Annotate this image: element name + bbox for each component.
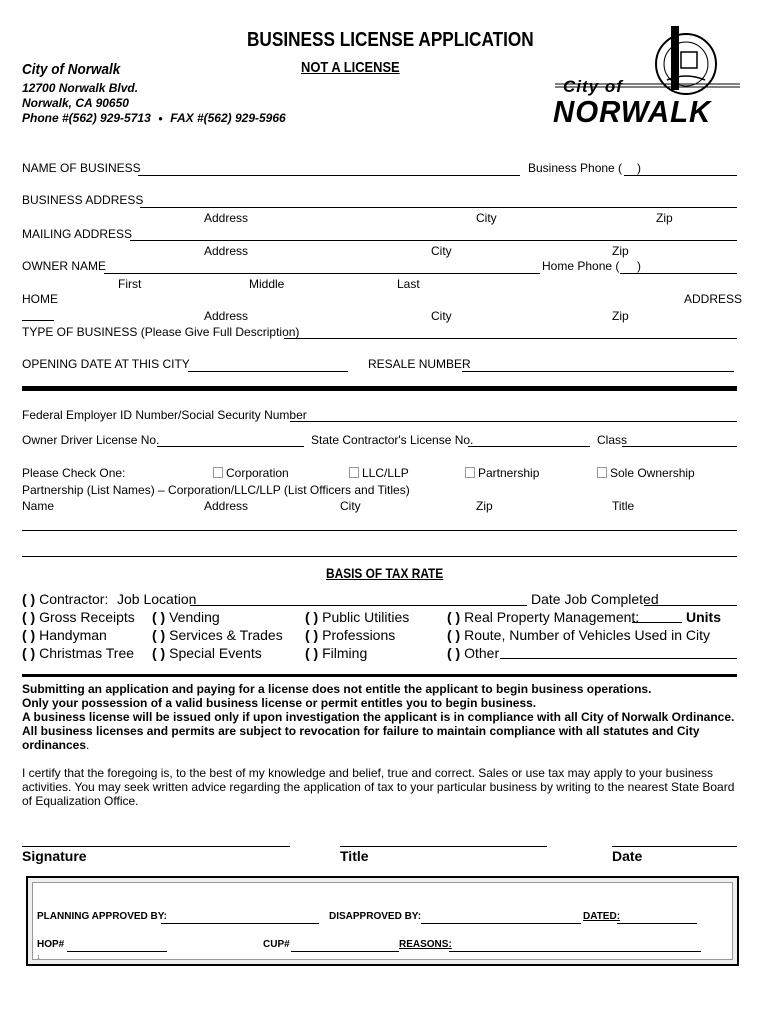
mailing-city-sublabel: City: [431, 244, 452, 258]
handyman-label: Handyman: [39, 627, 107, 643]
sole-ownership-option[interactable]: [597, 466, 695, 480]
type-of-business-label: TYPE OF BUSINESS (Please Give Full Description): [22, 325, 300, 339]
hop-label: HOP#: [37, 939, 65, 950]
reasons-label: REASONS:: [399, 939, 452, 950]
other-option[interactable]: [447, 645, 499, 661]
home-phone-field[interactable]: [620, 273, 737, 274]
notice-line-1: Submitting an application and paying for a license does not entitle the applicant to begin business operations.: [22, 682, 652, 696]
public-utilities-label: Public Utilities: [322, 609, 410, 625]
business-phone-paren: ): [637, 161, 641, 175]
route-vehicles-option[interactable]: [447, 627, 710, 643]
checkbox-icon[interactable]: [597, 467, 607, 478]
business-phone-field[interactable]: [624, 175, 737, 176]
units-label: Units: [686, 609, 721, 625]
handyman-option[interactable]: [22, 627, 107, 643]
other-label: Other: [464, 645, 500, 661]
notice-line-2: Only your possession of a valid business license or permit entitles you to begin business.: [22, 696, 537, 710]
public-utilities-option[interactable]: [305, 609, 409, 625]
choice-paren[interactable]: ( ): [22, 627, 36, 643]
officer-line-2[interactable]: [22, 556, 737, 557]
job-location-label: Job Location: [117, 591, 197, 607]
services-trades-option[interactable]: [152, 627, 283, 643]
special-events-option[interactable]: [152, 645, 262, 661]
choice-paren[interactable]: ( ): [22, 609, 36, 625]
mailing-address-sublabel: Address: [204, 244, 249, 258]
filming-label: Filming: [322, 645, 368, 661]
vending-option[interactable]: [152, 609, 220, 625]
partnership-list-label: Partnership (List Names) – Corporation/LLC/LLP (List Officers and Titles): [22, 483, 410, 497]
contractor-license-label: State Contractor's License No.: [311, 433, 474, 447]
office-use-box: [26, 876, 739, 966]
opening-date-field[interactable]: [188, 371, 348, 372]
certify-line-1: I certify that the foregoing is, to the best of my knowledge and belief, true and correct. Sales or use tax may apply to your business: [22, 766, 714, 780]
disapproved-label: DISAPPROVED BY:: [329, 911, 422, 922]
filming-option[interactable]: [305, 645, 367, 661]
home-city-sublabel: City: [431, 309, 452, 323]
federal-id-field[interactable]: [290, 421, 737, 422]
signature-label: Signature: [22, 848, 87, 864]
job-location-field[interactable]: [190, 605, 527, 606]
units-field[interactable]: [632, 622, 682, 623]
contact-line: [22, 111, 286, 125]
resale-number-label: RESALE NUMBER: [368, 357, 471, 371]
notice-line-4: All business licenses and permits are subject to revocation for failure to maintain compliance with all statutes and City: [22, 724, 700, 738]
planning-approved-label: PLANNING APPROVED BY:: [37, 911, 168, 922]
business-phone-label: Business Phone (: [528, 161, 623, 175]
hop-field[interactable]: [67, 951, 167, 952]
federal-id-label: Federal Employer ID Number/Social Security Number: [22, 408, 307, 422]
choice-paren[interactable]: ( ): [305, 627, 319, 643]
logo-city-of: City of: [563, 77, 623, 96]
choice-paren[interactable]: ( ): [305, 609, 319, 625]
driver-license-field[interactable]: [157, 446, 304, 447]
gross-receipts-label: Gross Receipts: [39, 609, 135, 625]
contractor-label: Contractor:: [39, 591, 109, 607]
home-phone-label: Home Phone (: [542, 259, 620, 273]
last-name-sublabel: Last: [397, 277, 420, 291]
title-field[interactable]: [340, 846, 547, 847]
notice-line-3: A business license will be issued only if upon investigation the applicant is in compliance with all City of Norwalk Ordinance.: [22, 710, 735, 724]
choice-paren[interactable]: ( ): [152, 609, 166, 625]
home-address-field[interactable]: [22, 320, 54, 321]
date-job-completed-label: Date Job Completed: [531, 591, 659, 607]
real-property-option[interactable]: [447, 609, 639, 625]
not-a-license-label: NOT A LICENSE: [301, 59, 400, 76]
first-name-sublabel: First: [118, 277, 142, 291]
date-job-completed-field[interactable]: [644, 605, 737, 606]
title-label: Title: [340, 848, 369, 864]
home-address-sublabel: Address: [204, 309, 249, 323]
class-label: Class: [597, 433, 628, 447]
signature-field[interactable]: [22, 846, 290, 847]
special-events-label: Special Events: [169, 645, 262, 661]
contractor-option[interactable]: [22, 591, 108, 607]
zip-column-label: Zip: [476, 499, 493, 513]
address-line2: Norwalk, CA 90650: [22, 96, 129, 110]
fax-number: FAX #(562) 929-5966: [170, 111, 286, 125]
contractor-license-field[interactable]: [468, 446, 590, 447]
professions-label: Professions: [322, 627, 396, 643]
bullet-icon: ●: [158, 114, 163, 123]
city-logo: [555, 24, 740, 128]
dated-label: DATED:: [583, 911, 621, 922]
real-property-label: Real Property Management:: [464, 609, 640, 625]
date-field[interactable]: [612, 846, 737, 847]
home-label: HOME: [22, 292, 58, 306]
cup-field[interactable]: [291, 951, 399, 952]
business-address-label: BUSINESS ADDRESS: [22, 193, 144, 207]
business-zip-sublabel: Zip: [656, 211, 673, 225]
sole-ownership-label: Sole Ownership: [610, 466, 695, 480]
certify-line-3: of Equalization Office.: [22, 794, 139, 808]
choice-paren[interactable]: ( ): [152, 627, 166, 643]
address-column-label: Address: [204, 499, 249, 513]
title-column-label: Title: [612, 499, 635, 513]
opening-date-label: OPENING DATE AT THIS CITY: [22, 357, 190, 371]
home-zip-sublabel: Zip: [612, 309, 629, 323]
footnote-mark: 1: [37, 955, 40, 961]
mailing-address-label: MAILING ADDRESS: [22, 227, 133, 241]
checkbox-icon[interactable]: [349, 467, 359, 478]
planning-approved-field[interactable]: [161, 923, 319, 924]
partnership-option[interactable]: [465, 466, 539, 480]
services-trades-label: Services & Trades: [169, 627, 283, 643]
reasons-field[interactable]: [449, 951, 701, 952]
notice-line-5-period: .: [86, 738, 90, 752]
mailing-zip-sublabel: Zip: [612, 244, 629, 258]
logo-norwalk: NORWALK: [553, 94, 712, 129]
name-of-business-label: NAME OF BUSINESS: [22, 161, 141, 175]
city-column-label: City: [340, 499, 361, 513]
officer-line-1[interactable]: [22, 530, 737, 531]
partnership-label: Partnership: [478, 466, 540, 480]
business-city-sublabel: City: [476, 211, 497, 225]
form-title: BUSINESS LICENSE APPLICATION: [247, 29, 534, 51]
notice-line-5-text: ordinances: [22, 738, 87, 752]
owner-name-field[interactable]: [104, 273, 540, 274]
corporation-label: Corporation: [226, 466, 289, 480]
address-caps-label: ADDRESS: [684, 292, 743, 306]
please-check-label: Please Check One:: [22, 466, 126, 480]
route-vehicles-label: Route, Number of Vehicles Used in City: [464, 627, 710, 643]
address-line1: 12700 Norwalk Blvd.: [22, 81, 139, 95]
llc-option[interactable]: [349, 466, 409, 480]
llc-label: LLC/LLP: [362, 466, 409, 480]
christmas-tree-label: Christmas Tree: [39, 645, 135, 661]
name-of-business-field[interactable]: [138, 175, 520, 176]
owner-name-label: OWNER NAME: [22, 259, 106, 273]
name-column-label: Name: [22, 499, 55, 513]
section-divider: [22, 386, 737, 391]
choice-paren[interactable]: ( ): [22, 645, 36, 661]
driver-license-label: Owner Driver License No.: [22, 433, 160, 447]
other-field[interactable]: [500, 658, 737, 659]
vending-label: Vending: [169, 609, 220, 625]
certify-line-2: activities. You may seek written advice regarding the application of tax to your particular business by writing to the nearest State Board: [22, 780, 735, 794]
city-name: City of Norwalk: [22, 61, 121, 78]
choice-paren[interactable]: ( ): [152, 645, 166, 661]
business-address-sublabel: Address: [204, 211, 249, 225]
choice-paren[interactable]: ( ): [22, 591, 36, 607]
choice-paren[interactable]: ( ): [447, 609, 461, 625]
choice-paren[interactable]: ( ): [447, 627, 461, 643]
checkbox-icon[interactable]: [213, 467, 223, 478]
notice-divider: [22, 674, 737, 677]
corporation-option[interactable]: [213, 466, 289, 480]
cup-label: CUP#: [263, 939, 290, 950]
middle-name-sublabel: Middle: [249, 277, 285, 291]
type-of-business-field[interactable]: [284, 338, 737, 339]
mailing-address-field[interactable]: [130, 240, 737, 241]
choice-paren[interactable]: ( ): [447, 645, 461, 661]
choice-paren[interactable]: ( ): [305, 645, 319, 661]
resale-number-field[interactable]: [462, 371, 734, 372]
checkbox-icon[interactable]: [465, 467, 475, 478]
business-address-field[interactable]: [140, 207, 737, 208]
home-phone-paren: ): [637, 259, 641, 273]
professions-option[interactable]: [305, 627, 395, 643]
dated-field[interactable]: [617, 923, 697, 924]
christmas-tree-option[interactable]: [22, 645, 134, 661]
class-field[interactable]: [622, 446, 737, 447]
disapproved-field[interactable]: [421, 923, 581, 924]
date-label: Date: [612, 848, 643, 864]
gross-receipts-option[interactable]: [22, 609, 135, 625]
notice-line-5: [22, 738, 89, 752]
tax-rate-heading: BASIS OF TAX RATE: [326, 565, 444, 581]
phone-number: Phone #(562) 929-5713: [22, 111, 151, 125]
